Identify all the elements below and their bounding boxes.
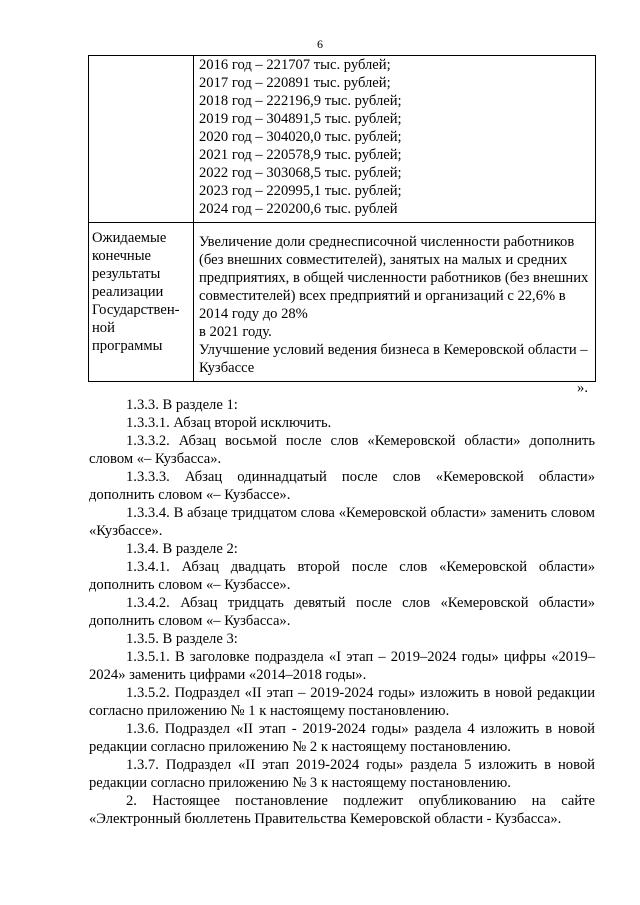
results-label-line: Ожидаемые (92, 230, 167, 246)
results-label-line: программы (92, 338, 163, 354)
results-text-line: в 2021 году. (199, 324, 272, 340)
paragraph-1-3-5: 1.3.5. В разделе 3: (126, 631, 238, 647)
closing-quote: ». (577, 380, 588, 396)
paragraph-2: 2. Настоящее постановление подлежит опубликованию на сайте «Электронный бюллетень Правительства Кемеровской области - Кузбасса». (89, 793, 595, 827)
paragraph-1-3-4-1: 1.3.4.1. Абзац двадцать второй после слов «Кемеровской области» дополнить словом «– Кузбассе». (89, 559, 595, 593)
funding-row: 2023 год – 220995,1 тыс. рублей; (199, 183, 402, 199)
paragraph-1-3-5-2: 1.3.5.2. Подраздел «II этап – 2019-2024 годы» изложить в новой редакции согласно приложению № 1 к настоящему постановлению. (89, 685, 595, 719)
results-label-line: конечные (92, 248, 152, 264)
paragraph-1-3-3-2: 1.3.3.2. Абзац восьмой после слов «Кемеровской области» дополнить словом «– Кузбасса». (89, 433, 595, 467)
funding-value-cell (194, 56, 596, 223)
funding-row: 2021 год – 220578,9 тыс. рублей; (199, 147, 402, 163)
paragraph-1-3-7: 1.3.7. Подраздел «II этап 2019-2024 годы» раздела 5 изложить в новой редакции согласно приложению № 3 к настоящему постановлению. (89, 757, 595, 791)
page-number: 6 (317, 37, 323, 51)
results-label-line: ной (92, 320, 115, 336)
results-label-line: результаты (92, 266, 161, 282)
results-label-line: Государствен- (92, 302, 180, 318)
funding-label-cell (89, 56, 194, 223)
funding-row: 2019 год – 304891,5 тыс. рублей; (199, 111, 402, 127)
results-text-line: Увеличение доли среднесписочной численности работников (без внешних совместителей), занятых на малых и средних предприятиях, в общей численности работников (без внешних совместителей) всех предприятий и организаций с 22,6% в 2014 году до 28% (199, 234, 589, 322)
funding-row: 2017 год – 220891 тыс. рублей; (199, 75, 391, 91)
results-value-cell (194, 223, 596, 382)
funding-row: 2020 год – 304020,0 тыс. рублей; (199, 129, 402, 145)
results-label-line: реализации (92, 284, 164, 300)
funding-row: 2018 год – 222196,9 тыс. рублей; (199, 93, 402, 109)
paragraph-1-3-4-2: 1.3.4.2. Абзац тридцать девятый после слов «Кемеровской области» дополнить словом «– Кузбасса». (89, 595, 595, 629)
funding-row: 2016 год – 221707 тыс. рублей; (199, 57, 391, 73)
program-passport-table (88, 55, 596, 382)
table-row-results (89, 223, 596, 382)
table-row-funding (89, 56, 596, 223)
results-text-line: Улучшение условий ведения бизнеса в Кемеровской области – Кузбассе (199, 342, 588, 376)
funding-row: 2022 год – 303068,5 тыс. рублей; (199, 165, 402, 181)
funding-row: 2024 год – 220200,6 тыс. рублей (199, 201, 398, 217)
paragraph-1-3-6: 1.3.6. Подраздел «II этап - 2019-2024 годы» раздела 4 изложить в новой редакции согласно приложению № 2 к настоящему постановлению. (89, 721, 595, 755)
paragraph-1-3-3-3: 1.3.3.3. Абзац одиннадцатый после слов «Кемеровской области» дополнить словом «– Кузбассе». (89, 469, 595, 503)
results-label-cell (89, 223, 194, 382)
paragraph-1-3-5-1: 1.3.5.1. В заголовке подраздела «I этап – 2019–2024 годы» цифры «2019–2024» заменить цифрами «2014–2018 годы». (89, 649, 595, 683)
paragraph-1-3-3-1: 1.3.3.1. Абзац второй исключить. (126, 415, 332, 431)
paragraph-1-3-4: 1.3.4. В разделе 2: (126, 541, 238, 557)
amendments-body (89, 396, 595, 828)
paragraph-1-3-3-4: 1.3.3.4. В абзаце тридцатом слова «Кемеровской области» заменить словом «Кузбассе». (89, 505, 595, 539)
paragraph-1-3-3: 1.3.3. В разделе 1: (126, 397, 238, 413)
